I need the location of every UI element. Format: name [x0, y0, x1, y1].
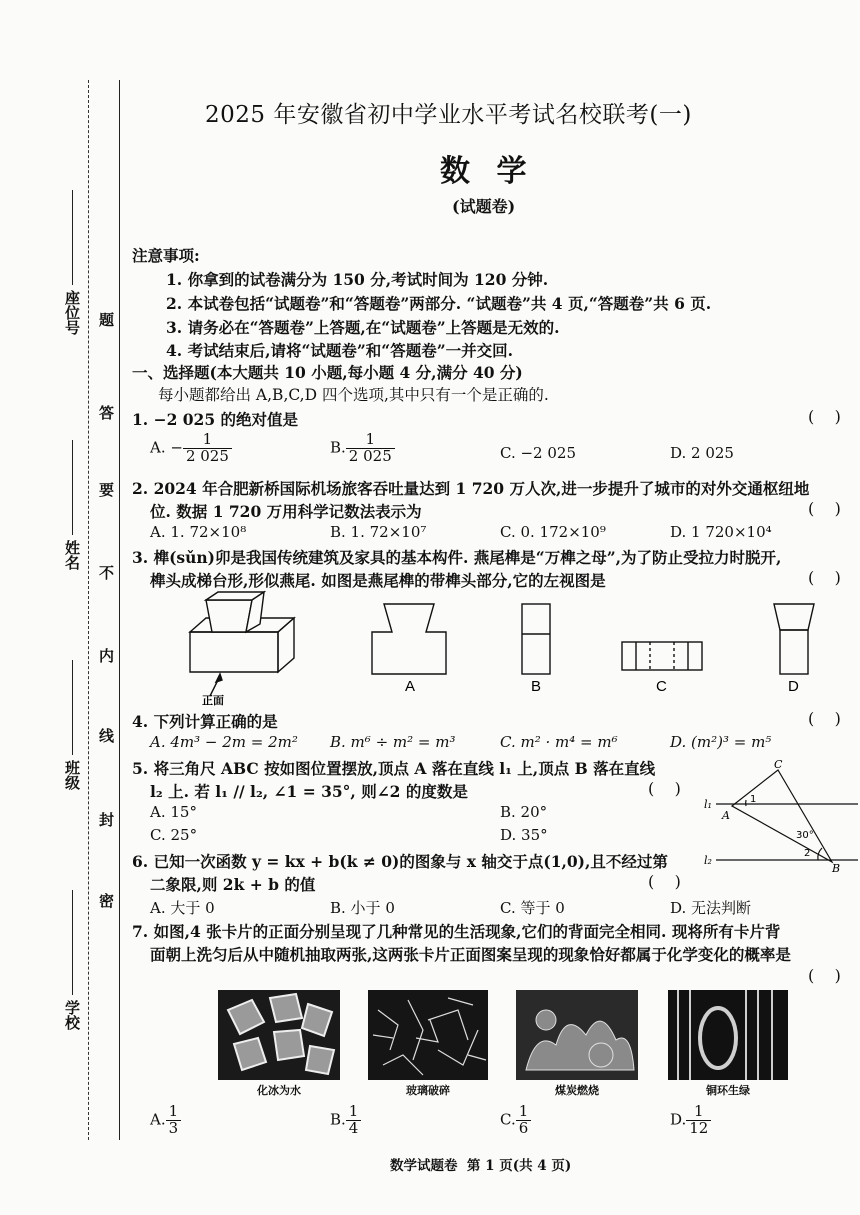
numerator: 1 [694, 1102, 704, 1120]
angle-30-label: 30° [796, 830, 814, 841]
numerator: 1 [518, 1102, 529, 1120]
question-7-line1: 7. 如图,4 张卡片的正面分别呈现了几种常见的生活现象,它们的背面完全相同. 现将所有卡片背 [132, 922, 781, 941]
line-l1-label: l₁ [704, 798, 712, 811]
option-a-figure [372, 604, 446, 674]
fraction [346, 432, 395, 465]
card-caption: 玻璃破碎 [406, 1084, 450, 1097]
q5-option-c: C. 25° [150, 826, 198, 844]
q5-option-d: D. 35° [500, 826, 548, 844]
note-item: 3. 请务必在“答题卷”上答题,在“试题卷”上答题是无效的. [166, 318, 560, 337]
question-5-line2: l₂ 上. 若 l₁ // l₂, ∠1 = 35°, 则∠2 的度数是 [150, 782, 468, 801]
numerator: 1 [348, 1102, 359, 1120]
option-c-label: C [656, 678, 667, 695]
section-instruction: 每小题都给出 A,B,C,D 四个选项,其中只有一个是正确的. [158, 386, 549, 404]
broken-glass-image [368, 990, 488, 1080]
page-footer: 数学试题卷 第 1 页(共 4 页) [390, 1158, 572, 1174]
q2-option-a: A. 1. 72×10⁸ [150, 523, 247, 541]
question-2-line1: 2. 2024 年合肥新桥国际机场旅客吞吐量达到 1 720 万人次,进一步提升了城市的对外交通枢纽地 [132, 479, 810, 498]
class-blank [72, 660, 73, 755]
burning-coal-image [516, 990, 638, 1080]
binding-char: 封 [97, 812, 115, 827]
vertex-a-label: A [722, 809, 730, 822]
dovetail-figures [180, 590, 840, 710]
school-label: 学校 [63, 1000, 81, 1030]
q1-option-b [330, 432, 395, 465]
card-caption: 化冰为水 [257, 1084, 301, 1097]
option-c-figure [622, 642, 702, 670]
seat-number-label: 座位号 [63, 290, 81, 335]
class-label: 班级 [63, 760, 81, 790]
note-item: 1. 你拿到的试卷满分为 150 分,考试时间为 120 分钟. [166, 270, 549, 289]
q1-option-a [150, 432, 232, 465]
q6-option-a: A. 大于 0 [150, 899, 215, 917]
card-glass-breaking [368, 990, 488, 1080]
option-prefix: C. [500, 1110, 516, 1129]
question-1-stem: 1. −2 025 的绝对值是 [132, 410, 298, 429]
denominator: 6 [516, 1120, 532, 1137]
angle-2-label: 2 [804, 848, 811, 859]
answer-paren: ( ) [648, 779, 681, 798]
question-3-line1: 3. 榫(sǔn)卯是我国传统建筑及家具的基本构件. 燕尾榫是“万榫之母”,为了防止受拉力时脱开, [132, 548, 782, 567]
q6-option-c: C. 等于 0 [500, 899, 565, 917]
binding-char: 密 [97, 893, 115, 908]
option-d-figure [774, 604, 814, 674]
fraction [183, 432, 232, 465]
binding-char: 答 [97, 405, 115, 420]
answer-paren: ( ) [648, 872, 681, 891]
answer-paren: ( ) [808, 407, 841, 426]
name-blank [72, 440, 73, 535]
fraction [686, 1104, 711, 1137]
q7-option-d [670, 1104, 711, 1137]
card-copper-rust [668, 990, 788, 1080]
numerator: 1 [365, 430, 376, 448]
numerator: 1 [168, 1102, 179, 1120]
q2-option-c: C. 0. 172×10⁹ [500, 523, 606, 541]
dashed-binding-line [88, 80, 89, 1140]
q4-option-d: D. (m²)³ = m⁵ [670, 733, 772, 751]
copper-ring-image [668, 990, 788, 1080]
q2-option-d: D. 1 720×10⁴ [670, 523, 772, 541]
fraction [346, 1104, 362, 1137]
q4-option-b: B. m⁶ ÷ m² = m³ [330, 733, 456, 751]
q7-option-b [330, 1104, 361, 1137]
option-a-label: A [405, 678, 416, 695]
option-b-label: B [531, 678, 542, 695]
option-prefix: A. [150, 1110, 166, 1129]
q7-option-c [500, 1104, 531, 1137]
question-4-stem: 4. 下列计算正确的是 [132, 712, 278, 731]
q1-option-c: C. −2 025 [500, 444, 576, 462]
school-blank [72, 890, 73, 995]
binding-solid-line [119, 80, 120, 1140]
name-label: 姓名 [63, 540, 81, 570]
option-prefix: A. − [150, 438, 183, 457]
q6-option-b: B. 小于 0 [330, 899, 395, 917]
binding-char: 线 [97, 728, 115, 743]
binding-char: 题 [97, 312, 115, 327]
card-ice-melting [218, 990, 340, 1080]
binding-char: 不 [97, 565, 115, 580]
seat-number-blank [72, 190, 73, 285]
q6-option-d: D. 无法判断 [670, 899, 752, 917]
notes-heading: 注意事项: [132, 246, 200, 265]
q2-option-b: B. 1. 72×10⁷ [330, 523, 427, 541]
subject-title: 数 学 [440, 154, 535, 189]
front-label: 正面 [202, 694, 224, 707]
card-caption: 铜环生绿 [706, 1084, 750, 1097]
option-b-figure [522, 604, 550, 674]
fraction [516, 1104, 532, 1137]
denominator: 2 025 [346, 448, 395, 465]
question-6-line2: 二象限,则 2k + b 的值 [150, 875, 316, 894]
triangle-figure [700, 756, 858, 878]
ice-cubes-image [218, 990, 340, 1080]
q4-option-a: A. 4m³ − 2m = 2m² [150, 733, 298, 751]
option-prefix: B. [330, 438, 346, 457]
binding-char: 内 [97, 648, 115, 663]
question-3-line2: 榫头成梯台形,形似燕尾. 如图是燕尾榫的带榫头部分,它的左视图是 [150, 571, 606, 590]
answer-paren: ( ) [808, 568, 841, 587]
q5-option-a: A. 15° [150, 803, 197, 821]
note-item: 4. 考试结束后,请将“试题卷”和“答题卷”一并交回. [166, 341, 514, 360]
vertex-b-label: B [832, 862, 841, 875]
numerator: 1 [202, 430, 213, 448]
denominator: 4 [346, 1120, 362, 1137]
dovetail-3d-figure [190, 592, 294, 696]
subtitle: (试题卷) [452, 197, 516, 216]
q1-option-d: D. 2 025 [670, 444, 734, 462]
q4-option-c: C. m² · m⁴ = m⁶ [500, 733, 618, 751]
option-prefix: B. [330, 1110, 346, 1129]
question-5-line1: 5. 将三角尺 ABC 按如图位置摆放,顶点 A 落在直线 l₁ 上,顶点 B 落在直线 [132, 759, 656, 778]
fraction [166, 1104, 182, 1137]
question-7-line2: 面朝上洗匀后从中随机抽取两张,这两张卡片正面图案呈现的现象恰好都属于化学变化的概率是 [150, 945, 791, 964]
card-coal-burning [516, 990, 638, 1080]
question-6-line1: 6. 已知一次函数 y = kx + b(k ≠ 0)的图象与 x 轴交于点(1,0),且不经过第 [132, 852, 668, 871]
line-l2-label: l₂ [704, 854, 712, 867]
answer-paren: ( ) [808, 499, 841, 518]
denominator: 12 [686, 1120, 711, 1137]
q5-option-b: B. 20° [500, 803, 548, 821]
note-item: 2. 本试卷包括“试题卷”和“答题卷”两部分. “试题卷”共 4 页,“答题卷”共 6 页. [166, 294, 712, 313]
exam-title: 2025 年安徽省初中学业水平考试名校联考(一) [205, 102, 692, 128]
binding-char: 要 [97, 482, 115, 497]
angle-1-label: 1 [750, 794, 757, 805]
option-d-label: D [788, 678, 799, 695]
section-heading: 一、选择题(本大题共 10 小题,每小题 4 分,满分 40 分) [132, 363, 523, 382]
option-prefix: D. [670, 1110, 687, 1129]
question-2-line2: 位. 数据 1 720 万用科学记数法表示为 [150, 502, 422, 521]
vertex-c-label: C [774, 758, 783, 771]
answer-paren: ( ) [808, 966, 841, 985]
answer-paren: ( ) [808, 709, 841, 728]
q7-option-a [150, 1104, 181, 1137]
card-caption: 煤炭燃烧 [555, 1084, 599, 1097]
denominator: 3 [166, 1120, 182, 1137]
denominator: 2 025 [183, 448, 232, 465]
